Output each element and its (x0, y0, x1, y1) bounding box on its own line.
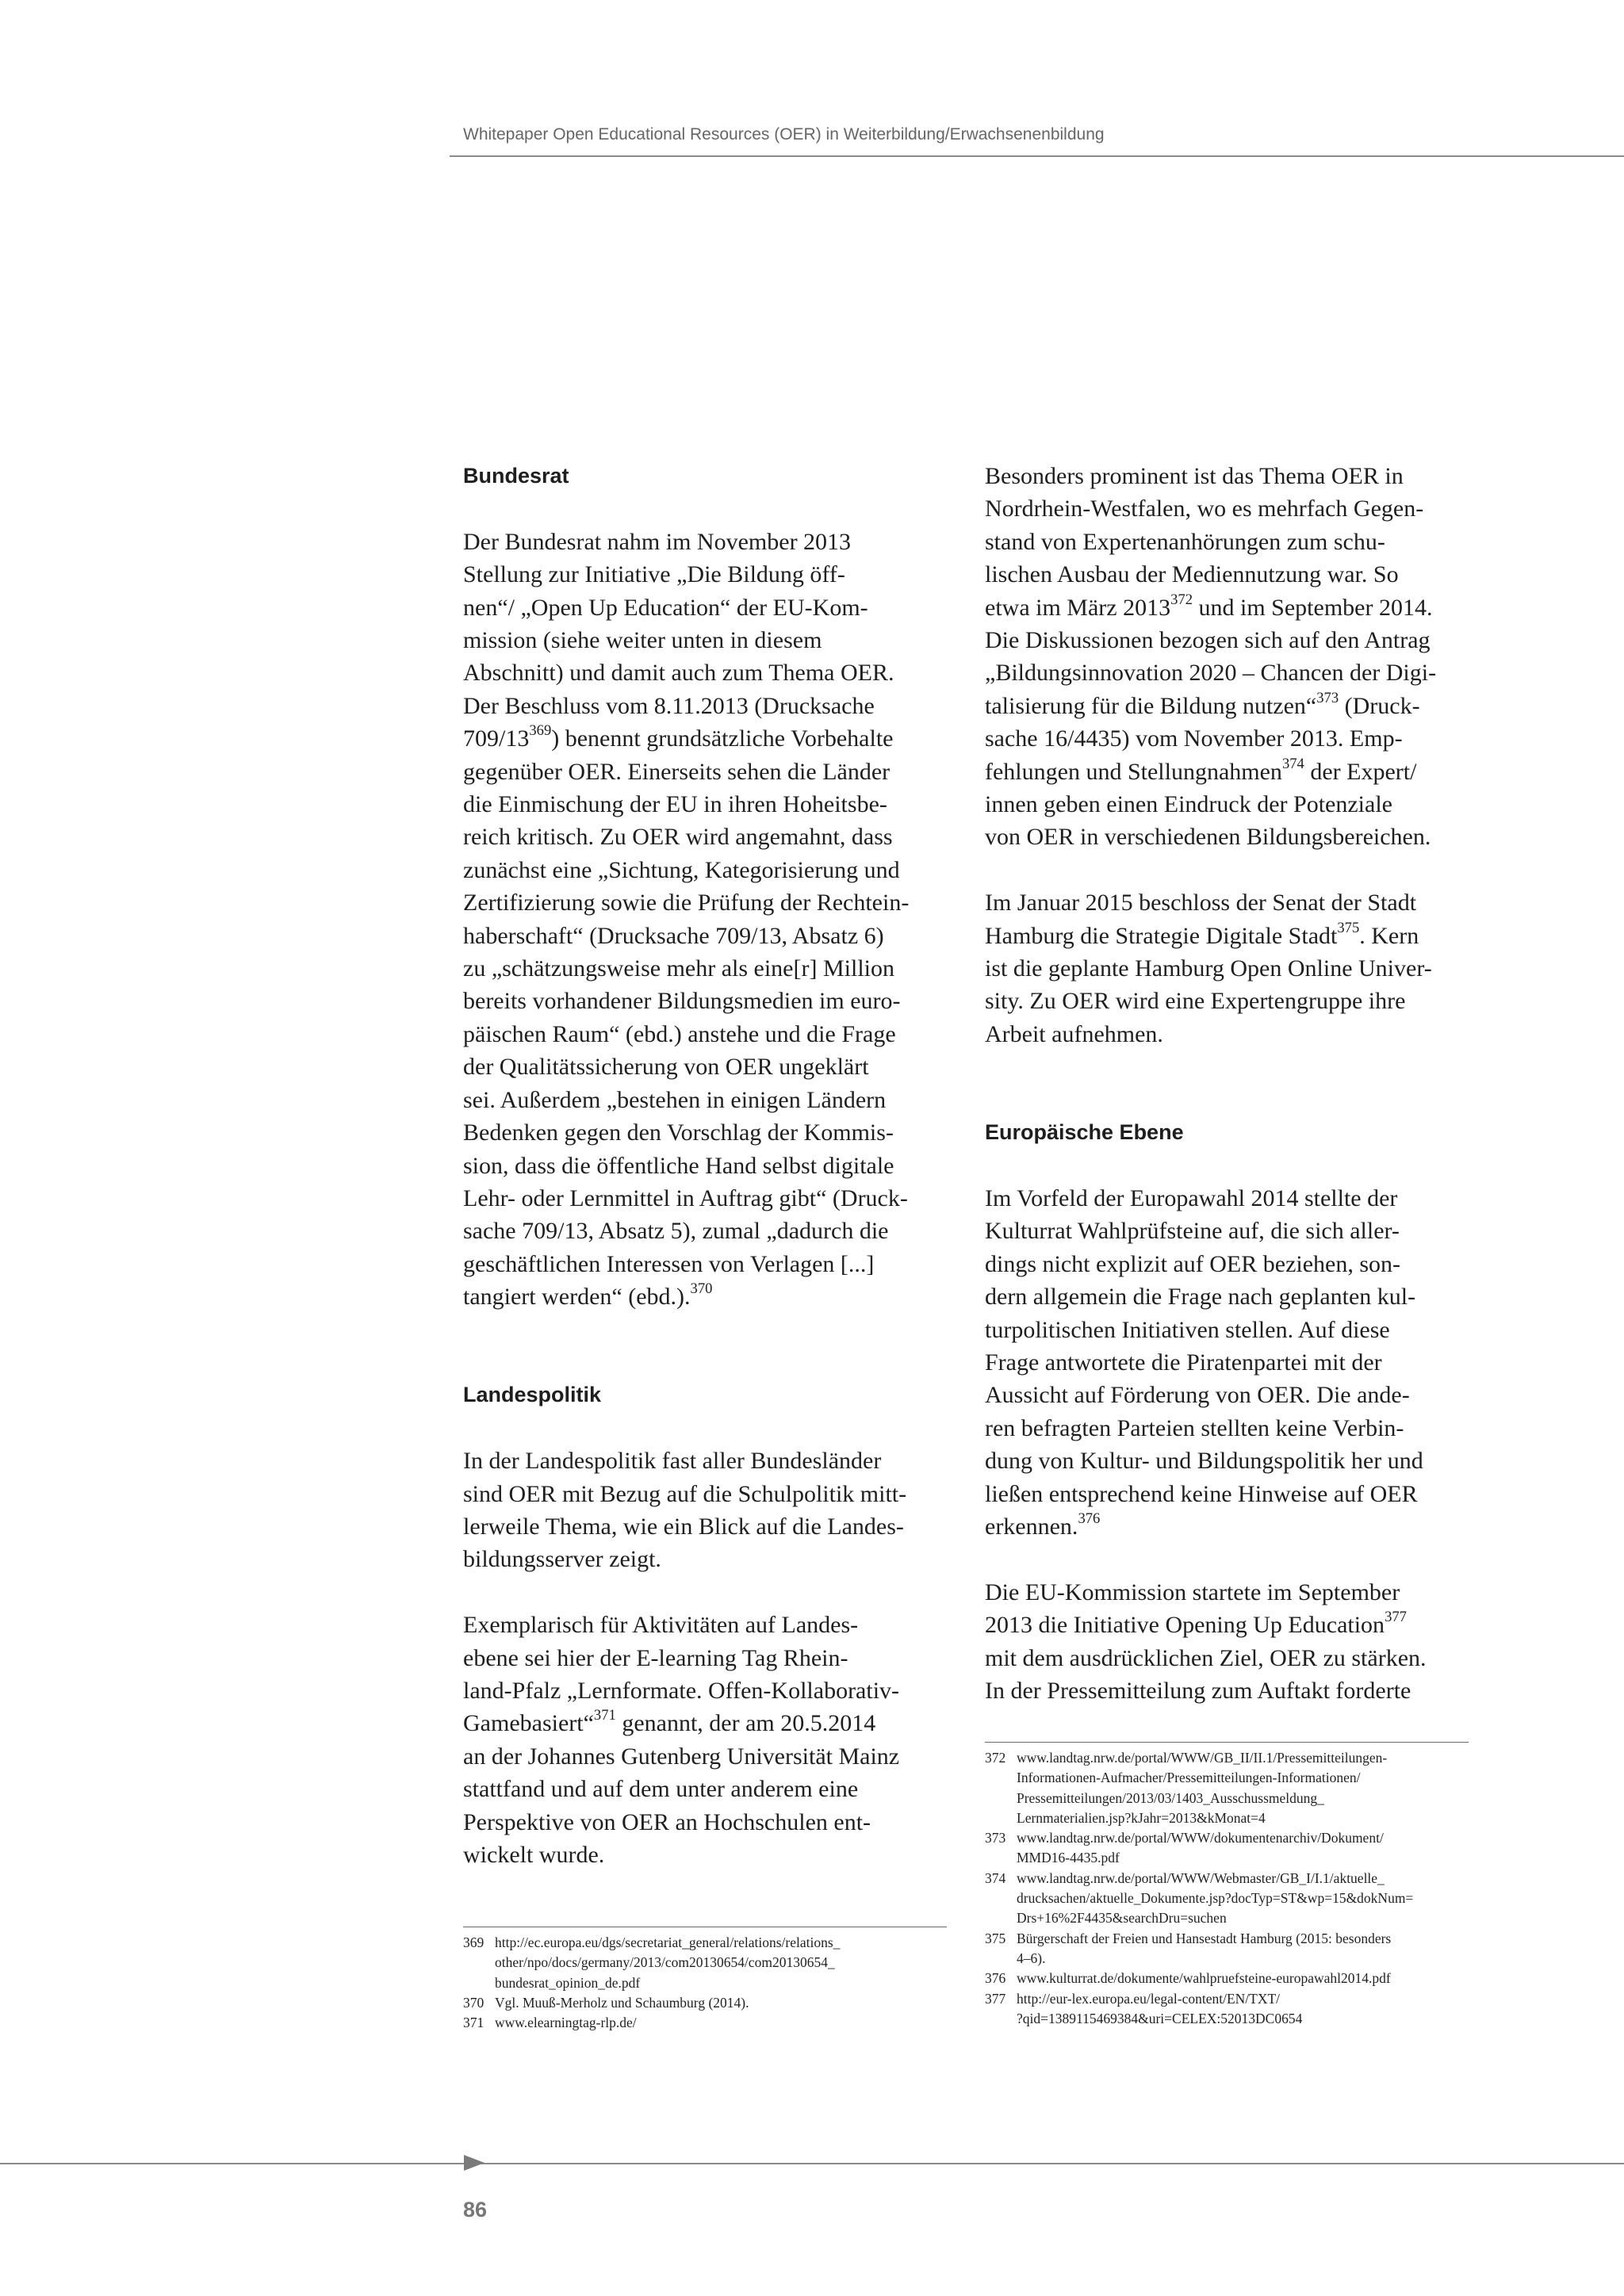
text-line: päischen Raum“ (ebd.) anstehe und die Frage (463, 1020, 896, 1047)
text-line: Aussicht auf Förderung von OER. Die ande- (985, 1382, 1410, 1409)
text-line: Exemplarisch für Aktivitäten auf Landes- (463, 1612, 859, 1639)
paragraph-nrw (985, 460, 1469, 854)
text-line: stattfand und auf dem unter anderem eine (463, 1776, 859, 1803)
text-line: In der Pressemitteilung zum Auftakt forderte (985, 1677, 1411, 1704)
footnote-ref[interactable]: 376 (1078, 1510, 1101, 1528)
footnote-ref[interactable]: 372 (1170, 591, 1193, 608)
text-line: Der Bundesrat nahm im November 2013 (463, 528, 852, 555)
footnote (985, 1969, 1492, 1988)
text-line: dings nicht explizit auf OER beziehen, son- (985, 1250, 1401, 1277)
text-line: Lehr- oder Lernmittel in Auftrag gibt“ (Druck- (463, 1184, 908, 1211)
right-column (985, 460, 1469, 1707)
footnote-ref[interactable]: 371 (593, 1707, 616, 1724)
text-line: Frage antwortete die Piratenpartei mit der (985, 1349, 1382, 1376)
text-line: Besonders prominent ist das Thema OER in (985, 463, 1404, 489)
footnote (463, 1933, 971, 1993)
text-line: mission (siehe weiter unten in diesem (463, 627, 822, 654)
footnote-text: Vgl. Muuß-Merholz und Schaumburg (2014). (495, 1994, 749, 2011)
text-line: Arbeit aufnehmen. (985, 1020, 1163, 1047)
footnote (463, 2013, 971, 2033)
text-line: Hamburg die Strategie Digitale Stadt$^{375}$. Kern (985, 919, 1419, 949)
heading-bundesrat: Bundesrat (463, 464, 569, 488)
arrow-right-icon (464, 2155, 485, 2171)
footnotes-left (463, 1933, 971, 2033)
text-line: dern allgemein die Frage nach geplanten kul- (985, 1284, 1416, 1311)
text-line: 2013 die Initiative Opening Up Education$^{377}$ (985, 1609, 1407, 1639)
text-line: land-Pfalz „Lernformate. Offen-Kollaborativ- (463, 1677, 900, 1704)
text-line: wickelt wurde. (463, 1842, 605, 1868)
text-line: sei. Außerdem „bestehen in einigen Ländern (463, 1086, 887, 1113)
footnote (985, 1828, 1492, 1869)
footnote-ref[interactable]: 369 (529, 722, 552, 740)
footnote-number: 374 (985, 1869, 1006, 1886)
footnote-text: 4–6). (1017, 1950, 1046, 1966)
footnote-link[interactable]: Informationen-Aufmacher/Pressemitteilungen-Informationen/ (1017, 1770, 1361, 1786)
footnote-link[interactable]: Pressemitteilungen/2013/03/1403_Ausschussmeldung_ (1017, 1789, 1324, 1806)
footnote-ref[interactable]: 377 (1385, 1609, 1407, 1626)
footnote-link[interactable]: www.landtag.nrw.de/portal/WWW/Webmaster/GB_I/I.1/aktuelle_ (1017, 1869, 1385, 1886)
text-line: die Einmischung der EU in ihren Hoheitsbe- (463, 791, 887, 818)
text-line: dung von Kultur- und Bildungspolitik her und (985, 1448, 1423, 1475)
text-line: erkennen.$^{376}$ (985, 1510, 1101, 1540)
text-line: bereits vorhandener Bildungsmedien im euro- (463, 988, 901, 1015)
text-line: der Qualitätssicherung von OER ungeklärt (463, 1054, 869, 1081)
footnote-link[interactable]: drucksachen/aktuelle_Dokumente.jsp?docTyp=ST&wp=15&dokNum= (1017, 1890, 1414, 1907)
text-line: sity. Zu OER wird eine Expertengruppe ihre (985, 988, 1406, 1015)
footnote-link[interactable]: bundesrat_opinion_de.pdf (495, 1974, 641, 1991)
text-line: sache 709/13, Absatz 5), zumal „dadurch die (463, 1218, 889, 1245)
footnote (463, 1993, 971, 2013)
text-line: sache 16/4435) vom November 2013. Emp- (985, 725, 1403, 752)
footnote-number: 370 (463, 1994, 485, 2011)
text-line: Die EU-Kommission startete im September (985, 1578, 1400, 1605)
footnote (985, 1989, 1492, 2030)
text-line: ebene sei hier der E-learning Tag Rhein- (463, 1644, 848, 1671)
text-line: haberschaft“ (Drucksache 709/13, Absatz 6) (463, 922, 884, 949)
text-line: mit dem ausdrücklichen Ziel, OER zu stärken. (985, 1644, 1427, 1671)
text-line: zunächst eine „Sichtung, Kategorisierung und (463, 856, 900, 883)
paragraph-europa-1 (985, 1182, 1469, 1543)
text-line: fehlungen und Stellungnahmen$^{374}$ der Expert/ (985, 755, 1417, 785)
footnote-link[interactable]: Lernmaterialien.jsp?kJahr=2013&kMonat=4 (1017, 1809, 1266, 1826)
text-line: Stellung zur Initiative „Die Bildung öff- (463, 561, 845, 588)
text-line: Im Vorfeld der Europawahl 2014 stellte der (985, 1184, 1398, 1211)
text-line: $709/13^{369}$) benennt grundsätzliche Vorbehalte (463, 722, 894, 752)
footnote-link[interactable]: other/npo/docs/germany/2013/com20130654/com20130654_ (495, 1954, 835, 1971)
footnote-ref[interactable]: 374 (1281, 755, 1304, 772)
footnote-number: 372 (985, 1750, 1006, 1766)
text-line: geschäftlichen Interessen von Verlagen [...] (463, 1250, 875, 1277)
text-line: Kulturrat Wahlprüfsteine auf, die sich aller- (985, 1218, 1400, 1245)
footnote (985, 1748, 1492, 1828)
paragraph-landespolitik-1 (463, 1445, 947, 1576)
text-line: lerweile Thema, wie ein Blick auf die Landes- (463, 1513, 904, 1540)
footnote-number: 373 (985, 1830, 1006, 1846)
text-line: bildungsserver zeigt. (463, 1546, 661, 1573)
footnote-link[interactable]: www.landtag.nrw.de/portal/WWW/dokumentenarchiv/Dokument/ (1017, 1830, 1384, 1846)
paragraph-bundesrat (463, 526, 947, 1314)
left-column (463, 460, 947, 1871)
footnote-link[interactable]: http://eur-lex.europa.eu/legal-content/EN/TXT/ (1017, 1990, 1281, 2007)
text-line: tangiert werden“ (ebd.).$^{370}$ (463, 1280, 713, 1311)
footnote (985, 1869, 1492, 1929)
text-line: In der Landespolitik fast aller Bundesländer (463, 1448, 882, 1475)
footnote-link[interactable]: www.elearningtag-rlp.de/ (495, 2015, 637, 2031)
text-line: reich kritisch. Zu OER wird angemahnt, dass (463, 824, 893, 851)
running-header: Whitepaper Open Educational Resources (OER) in Weiterbildung/Erwachsenenbildung (463, 125, 1105, 144)
paragraph-hamburg (985, 886, 1469, 1050)
footnote-number: 376 (985, 1970, 1006, 1987)
footnote-number: 377 (985, 1990, 1006, 2007)
footnote-number: 375 (985, 1930, 1006, 1946)
text-line: Abschnitt) und damit auch zum Thema OER. (463, 660, 894, 687)
heading-europaeische-ebene: Europäische Ebene (985, 1120, 1184, 1145)
text-line: Gamebasiert“$^{371}$ genannt, der am 20.5.2014 (463, 1707, 876, 1737)
text-line: turpolitischen Initiativen stellen. Auf diese (985, 1316, 1390, 1343)
paragraph-landespolitik-2 (463, 1609, 947, 1871)
footnote-link[interactable]: www.kulturrat.de/dokumente/wahlpruefsteine-europawahl2014.pdf (1017, 1970, 1391, 1987)
footnote-link[interactable]: MMD16-4435.pdf (1017, 1850, 1120, 1866)
text-line: Der Beschluss vom 8.11.2013 (Drucksache (463, 692, 875, 719)
footnote-rule-right (985, 1742, 1469, 1743)
heading-landespolitik: Landespolitik (463, 1383, 602, 1407)
text-line: lischen Ausbau der Mediennutzung war. So (985, 561, 1399, 588)
text-line: talisierung für die Bildung nutzen“$^{373}$ (Druck- (985, 689, 1420, 719)
footnote (985, 1929, 1492, 1969)
footnote-ref[interactable]: 375 (1337, 919, 1360, 936)
text-line: Im Januar 2015 beschloss der Senat der Stadt (985, 890, 1417, 916)
footnote-link[interactable]: http://ec.europa.eu/dgs/secretariat_general/relations/relations_ (495, 1934, 841, 1950)
footer-rule (0, 2163, 1624, 2164)
text-line: Bedenken gegen den Vorschlag der Kommis- (463, 1119, 894, 1146)
footnote-text: Bürgerschaft der Freien und Hansestadt Hamburg (2015: besonders (1017, 1930, 1392, 1946)
footnote-number: 371 (463, 2015, 485, 2031)
text-line: Perspektive von OER an Hochschulen ent- (463, 1808, 871, 1835)
text-line: Zertifizierung sowie die Prüfung der Rechtein- (463, 890, 910, 916)
text-line: stand von Expertenanhörungen zum schu- (985, 528, 1385, 555)
footnote-ref[interactable]: 370 (690, 1280, 713, 1298)
footnote-link[interactable]: Drs+16%2F4435&searchDru=suchen (1017, 1910, 1227, 1927)
text-line: an der Johannes Gutenberg Universität Mainz (463, 1743, 900, 1770)
text-line: sind OER mit Bezug auf die Schulpolitik mitt- (463, 1480, 907, 1507)
footnote-ref[interactable]: 373 (1316, 689, 1339, 706)
footnote-link[interactable]: ?qid=1389115469384&uri=CELEX:52013DC0654 (1017, 2010, 1303, 2026)
text-line: zu „schätzungsweise mehr als eine[r] Million (463, 955, 894, 982)
paragraph-europa-2 (985, 1576, 1469, 1708)
text-line: Die Diskussionen bezogen sich auf den Antrag (985, 627, 1431, 654)
text-line: ren befragten Parteien stellten keine Verbin- (985, 1414, 1404, 1441)
footnotes-right (985, 1748, 1492, 2029)
text-line: nen“/ „Open Up Education“ der EU-Kom- (463, 594, 868, 621)
text-line: ist die geplante Hamburg Open Online Univer- (985, 955, 1432, 982)
text-line: von OER in verschiedenen Bildungsbereichen. (985, 824, 1431, 851)
text-line: sion, dass die öffentliche Hand selbst digitale (463, 1152, 894, 1179)
text-line: „Bildungsinnovation 2020 – Chancen der Digi- (985, 660, 1437, 687)
header-rule (450, 155, 1624, 157)
footnote-link[interactable]: www.landtag.nrw.de/portal/WWW/GB_II/II.1/Pressemitteilungen- (1017, 1750, 1388, 1766)
text-line: ließen entsprechend keine Hinweise auf OER (985, 1480, 1418, 1507)
text-line: gegenüber OER. Einerseits sehen die Länder (463, 758, 891, 785)
text-line: Nordrhein-Westfalen, wo es mehrfach Gegen- (985, 496, 1424, 522)
footnote-number: 369 (463, 1934, 485, 1950)
page-number: 86 (463, 2198, 488, 2221)
text-line: etwa im März 2013$^{372}$ und im September 2014. (985, 591, 1433, 621)
text-line: innen geben einen Eindruck der Potenziale (985, 791, 1392, 818)
